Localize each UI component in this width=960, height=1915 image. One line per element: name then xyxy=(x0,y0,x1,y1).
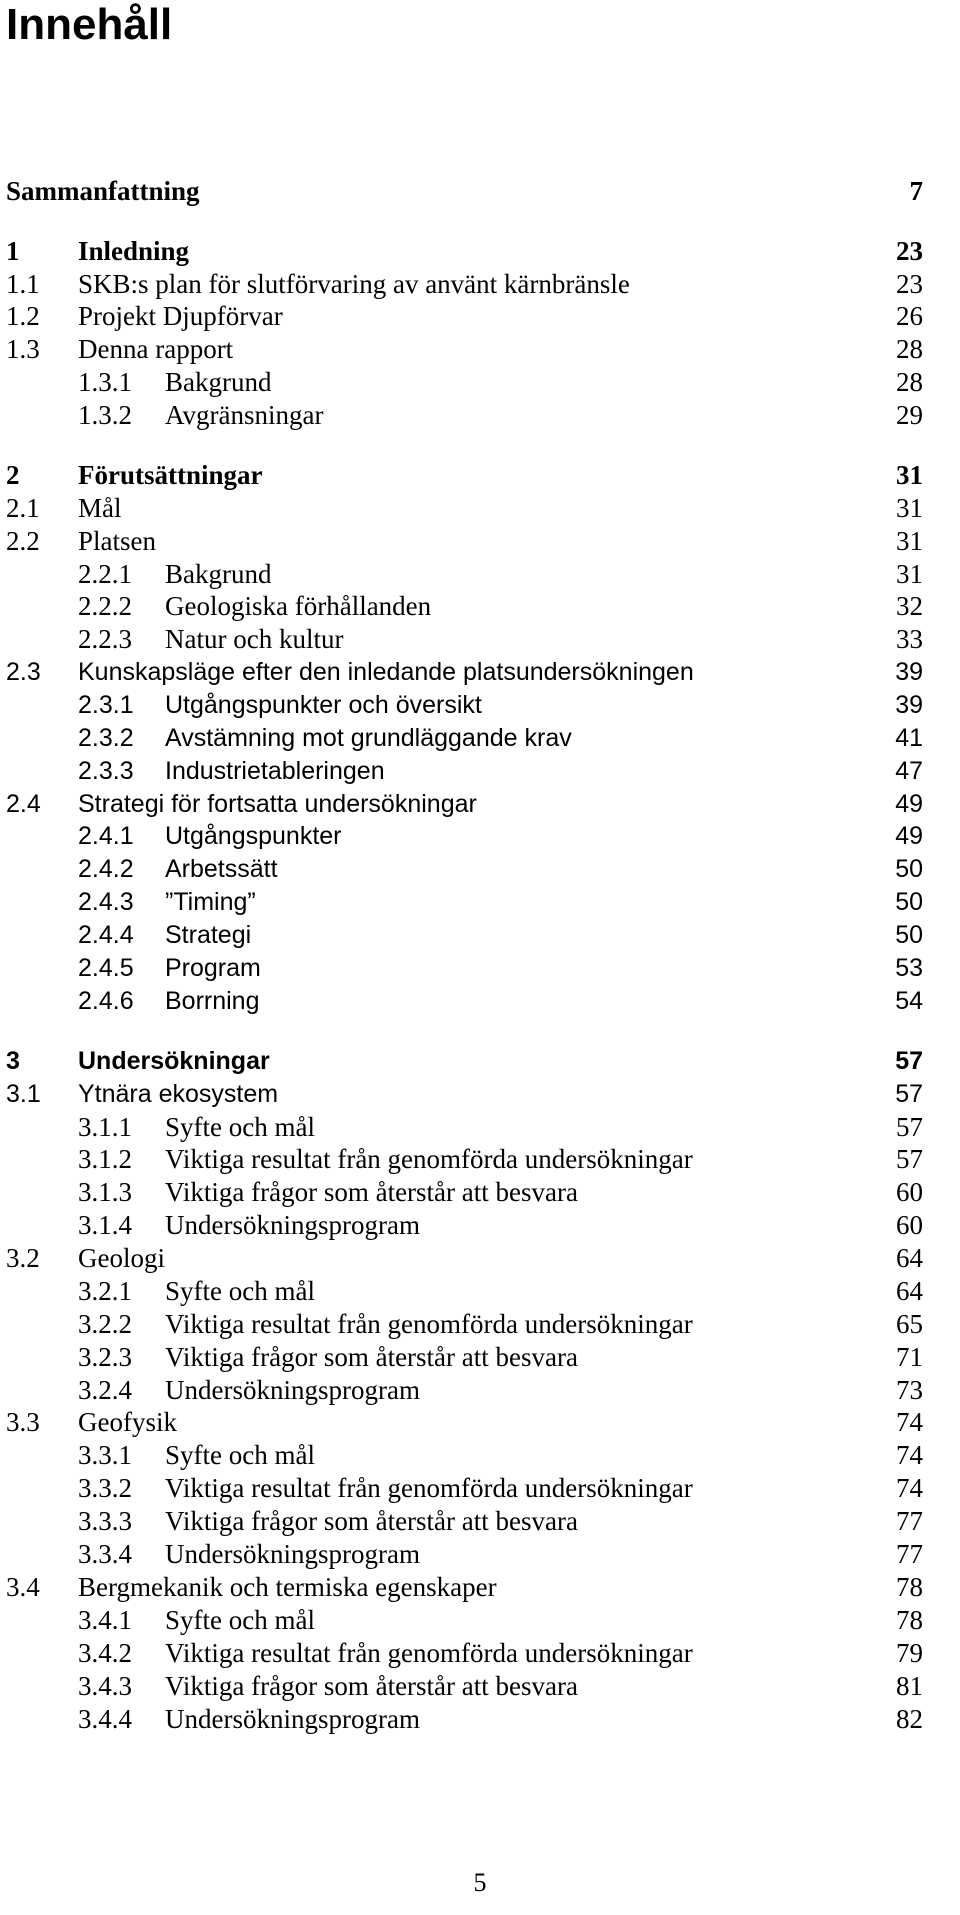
toc-entry[interactable] xyxy=(0,886,960,918)
toc-entry-number: 1.1 xyxy=(6,269,40,299)
toc-entry-number: 2.2 xyxy=(6,526,40,556)
toc-entry-page: 7 xyxy=(909,176,923,206)
toc-entry-title: Undersökningar xyxy=(78,1047,270,1075)
toc-entry-number: 1.3.2 xyxy=(78,400,132,430)
toc-entry-title: Undersökningsprogram xyxy=(165,1539,420,1569)
toc-entry-number: 2.3.3 xyxy=(78,757,134,785)
toc-entry-page: 49 xyxy=(895,790,923,818)
toc-entry-page: 57 xyxy=(896,1112,923,1142)
toc-entry-title: ”Timing” xyxy=(165,888,256,916)
toc-entry-number: 3.1.1 xyxy=(78,1112,132,1142)
toc-entry-title: Projekt Djupförvar xyxy=(78,301,283,331)
toc-entry-page: 57 xyxy=(895,1047,923,1075)
toc-entry-title: Kunskapsläge efter den inledande platsundersökningen xyxy=(78,658,694,686)
toc-entry[interactable] xyxy=(0,1406,960,1438)
toc-entry-title: Inledning xyxy=(78,236,190,266)
toc-entry-number: 2 xyxy=(6,460,20,490)
toc-entry-title: Natur och kultur xyxy=(165,624,344,654)
toc-entry[interactable] xyxy=(0,1637,960,1669)
toc-entry[interactable] xyxy=(0,399,960,431)
toc-entry-page: 26 xyxy=(896,301,923,331)
toc-entry[interactable] xyxy=(0,1472,960,1504)
toc-entry-page: 23 xyxy=(896,269,923,299)
toc-entry[interactable] xyxy=(0,366,960,398)
toc-entry-page: 78 xyxy=(896,1605,923,1635)
toc-entry-number: 2.4.6 xyxy=(78,987,134,1015)
toc-entry-number: 3.3.4 xyxy=(78,1539,132,1569)
toc-entry-title: Platsen xyxy=(78,526,156,556)
toc-entry-page: 57 xyxy=(896,1144,923,1174)
toc-entry-title: Strategi för fortsatta undersökningar xyxy=(78,790,477,818)
toc-entry-number: 2.4.4 xyxy=(78,921,134,949)
toc-entry[interactable] xyxy=(0,1505,960,1537)
toc-entry-title: Syfte och mål xyxy=(165,1440,315,1470)
toc-entry-number: 2.2.2 xyxy=(78,591,132,621)
toc-entry[interactable] xyxy=(0,919,960,951)
toc-entry-page: 50 xyxy=(895,855,923,883)
toc-entry-page: 50 xyxy=(895,921,923,949)
toc-entry[interactable] xyxy=(0,1078,960,1110)
toc-entry[interactable] xyxy=(0,590,960,622)
page-number: 5 xyxy=(473,1868,487,1897)
toc-entry-title: Avstämning mot grundläggande krav xyxy=(165,724,572,752)
toc-entry-title: Utgångspunkter xyxy=(165,822,342,850)
toc-entry[interactable] xyxy=(0,1703,960,1735)
toc-entry-title: Förutsättningar xyxy=(78,460,263,490)
toc-entry-title: Geofysik xyxy=(78,1407,177,1437)
toc-entry-number: 3.3.1 xyxy=(78,1440,132,1470)
toc-entry[interactable] xyxy=(0,788,960,820)
toc-entry-number: 2.2.1 xyxy=(78,559,132,589)
toc-entry-number: 3.2.4 xyxy=(78,1375,132,1405)
toc-entry-title: Utgångspunkter och översikt xyxy=(165,691,482,719)
toc-entry-number: 2.4.1 xyxy=(78,822,134,850)
toc-entry-title: Viktiga frågor som återstår att besvara xyxy=(165,1177,578,1207)
toc-entry[interactable] xyxy=(0,1341,960,1373)
toc-entry[interactable] xyxy=(0,235,960,267)
toc-entry-number: 3.4.3 xyxy=(78,1671,132,1701)
toc-entry-page: 78 xyxy=(896,1572,923,1602)
toc-entry[interactable] xyxy=(0,459,960,491)
toc-entry-page: 31 xyxy=(896,493,923,523)
toc-entry-title: Viktiga resultat från genomförda undersökningar xyxy=(165,1309,693,1339)
toc-entry-number: 3.1.2 xyxy=(78,1144,132,1174)
toc-entry-page: 77 xyxy=(896,1506,923,1536)
toc-entry[interactable] xyxy=(0,558,960,590)
toc-entry-title: Arbetssätt xyxy=(165,855,278,883)
toc-entry-number: 3.3.2 xyxy=(78,1473,132,1503)
toc-entry-title: Avgränsningar xyxy=(165,400,324,430)
toc-entry-page: 49 xyxy=(895,822,923,850)
toc-entry-page: 39 xyxy=(895,658,923,686)
toc-entry-page: 57 xyxy=(895,1080,923,1108)
toc-entry-number: 3.4 xyxy=(6,1572,40,1602)
toc-entry-title: Viktiga resultat från genomförda undersökningar xyxy=(165,1473,693,1503)
toc-entry[interactable] xyxy=(0,1045,960,1077)
toc-entry-title: Sammanfattning xyxy=(6,176,200,206)
toc-entry-title: Geologiska förhållanden xyxy=(165,591,432,621)
toc-entry-page: 50 xyxy=(895,888,923,916)
toc-entry[interactable] xyxy=(0,985,960,1017)
toc-entry-title: SKB:s plan för slutförvaring av använt kärnbränsle xyxy=(78,269,630,299)
toc-entry-page: 29 xyxy=(896,400,923,430)
toc-entry-page: 82 xyxy=(896,1704,923,1734)
toc-entry[interactable] xyxy=(0,656,960,688)
toc-entry-title: Strategi xyxy=(165,921,252,949)
toc-entry[interactable] xyxy=(0,268,960,300)
toc-entry[interactable] xyxy=(0,175,960,207)
toc-entry-number: 3.2 xyxy=(6,1243,40,1273)
toc-entry[interactable] xyxy=(0,1571,960,1603)
toc-entry-page: 79 xyxy=(896,1638,923,1668)
toc-entry-page: 31 xyxy=(896,559,923,589)
toc-entry-number: 3.2.1 xyxy=(78,1276,132,1306)
toc-entry[interactable] xyxy=(0,1275,960,1307)
toc-entry[interactable] xyxy=(0,333,960,365)
toc-entry-page: 71 xyxy=(896,1342,923,1372)
toc-entry[interactable] xyxy=(0,1374,960,1406)
toc-entry-number: 1 xyxy=(6,236,20,266)
toc-entry-number: 2.1 xyxy=(6,493,40,523)
toc-entry-title: Bergmekanik och termiska egenskaper xyxy=(78,1572,497,1602)
toc-entry-page: 74 xyxy=(896,1440,923,1470)
toc-entry-title: Undersökningsprogram xyxy=(165,1210,420,1240)
toc-entry-number: 3.4.2 xyxy=(78,1638,132,1668)
toc-entry-title: Viktiga frågor som återstår att besvara xyxy=(165,1506,578,1536)
toc-entry-number: 2.4.5 xyxy=(78,954,134,982)
toc-entry[interactable] xyxy=(0,1111,960,1143)
toc-entry-page: 74 xyxy=(896,1473,923,1503)
toc-entry-number: 3.1.4 xyxy=(78,1210,132,1240)
toc-entry-page: 23 xyxy=(896,236,923,266)
toc-entry-number: 3.1 xyxy=(6,1080,41,1108)
toc-entry-title: Bakgrund xyxy=(165,367,272,397)
toc-entry-page: 64 xyxy=(896,1243,923,1273)
toc-entry[interactable] xyxy=(0,1538,960,1570)
toc-entry-title: Industrietableringen xyxy=(165,757,385,785)
toc-entry-title: Denna rapport xyxy=(78,334,234,364)
toc-entry-page: 47 xyxy=(895,757,923,785)
toc-entry[interactable] xyxy=(0,1209,960,1241)
toc-entry-number: 3.3 xyxy=(6,1407,40,1437)
toc-entry-page: 41 xyxy=(895,724,923,752)
toc-entry-number: 2.4 xyxy=(6,790,41,818)
toc-entry-page: 32 xyxy=(896,591,923,621)
toc-entry-title: Syfte och mål xyxy=(165,1112,315,1142)
toc-entry-page: 31 xyxy=(896,460,923,490)
toc-entry-number: 1.2 xyxy=(6,301,40,331)
toc-entry-number: 2.3 xyxy=(6,658,41,686)
toc-entry-title: Syfte och mål xyxy=(165,1276,315,1306)
toc-entry-number: 2.3.2 xyxy=(78,724,134,752)
toc-entry-number: 1.3 xyxy=(6,334,40,364)
toc-entry-number: 2.3.1 xyxy=(78,691,134,719)
toc-entry[interactable] xyxy=(0,525,960,557)
toc-entry-page: 28 xyxy=(896,367,923,397)
toc-entry-page: 31 xyxy=(896,526,923,556)
toc-entry-page: 65 xyxy=(896,1309,923,1339)
toc-entry-number: 3.4.1 xyxy=(78,1605,132,1635)
toc-entry-title: Bakgrund xyxy=(165,559,272,589)
toc-entry-number: 2.4.2 xyxy=(78,855,134,883)
toc-entry-number: 3.2.2 xyxy=(78,1309,132,1339)
page-title: Innehåll xyxy=(6,0,173,49)
toc-entry-number: 3.1.3 xyxy=(78,1177,132,1207)
toc-entry[interactable] xyxy=(0,1670,960,1702)
toc-entry[interactable] xyxy=(0,1176,960,1208)
toc-entry-number: 3.3.3 xyxy=(78,1506,132,1536)
toc-entry-title: Viktiga frågor som återstår att besvara xyxy=(165,1671,578,1701)
toc-entry-title: Geologi xyxy=(78,1243,165,1273)
toc-entry-number: 3.2.3 xyxy=(78,1342,132,1372)
toc-entry-title: Program xyxy=(165,954,261,982)
toc-entry[interactable] xyxy=(0,722,960,754)
toc-entry[interactable] xyxy=(0,1308,960,1340)
toc-entry-number: 1.3.1 xyxy=(78,367,132,397)
toc-entry-number: 2.2.3 xyxy=(78,624,132,654)
toc-entry[interactable] xyxy=(0,1439,960,1471)
toc-entry-title: Borrning xyxy=(165,987,260,1015)
toc-entry-page: 39 xyxy=(895,691,923,719)
toc-entry[interactable] xyxy=(0,952,960,984)
toc-entry-page: 60 xyxy=(896,1177,923,1207)
toc-entry-page: 64 xyxy=(896,1276,923,1306)
toc-entry-title: Undersökningsprogram xyxy=(165,1375,420,1405)
toc-entry-number: 3.4.4 xyxy=(78,1704,132,1734)
toc-entry-page: 33 xyxy=(896,624,923,654)
toc-entry-title: Viktiga frågor som återstår att besvara xyxy=(165,1342,578,1372)
toc-entry-page: 28 xyxy=(896,334,923,364)
toc-entry-page: 53 xyxy=(895,954,923,982)
toc-entry-title: Viktiga resultat från genomförda undersökningar xyxy=(165,1638,693,1668)
toc-entry-page: 73 xyxy=(896,1375,923,1405)
toc-entry-number: 3 xyxy=(6,1047,20,1075)
toc-entry[interactable] xyxy=(0,1604,960,1636)
toc-entry-page: 54 xyxy=(895,987,923,1015)
toc-entry[interactable] xyxy=(0,689,960,721)
toc-entry-title: Syfte och mål xyxy=(165,1605,315,1635)
toc-entry[interactable] xyxy=(0,492,960,524)
toc-entry-page: 74 xyxy=(896,1407,923,1437)
toc-entry[interactable] xyxy=(0,853,960,885)
toc-entry-page: 60 xyxy=(896,1210,923,1240)
toc-entry-title: Viktiga resultat från genomförda undersökningar xyxy=(165,1144,693,1174)
toc-entry[interactable] xyxy=(0,300,960,332)
toc-entry[interactable] xyxy=(0,1143,960,1175)
toc-entry[interactable] xyxy=(0,755,960,787)
toc-entry-title: Mål xyxy=(78,493,122,523)
toc-entry-title: Ytnära ekosystem xyxy=(78,1080,279,1108)
toc-entry-number: 2.4.3 xyxy=(78,888,134,916)
toc-entry-page: 81 xyxy=(896,1671,923,1701)
toc-entry-page: 77 xyxy=(896,1539,923,1569)
toc-entry[interactable] xyxy=(0,820,960,852)
toc-entry[interactable] xyxy=(0,1242,960,1274)
toc-entry[interactable] xyxy=(0,623,960,655)
toc-entry-title: Undersökningsprogram xyxy=(165,1704,420,1734)
